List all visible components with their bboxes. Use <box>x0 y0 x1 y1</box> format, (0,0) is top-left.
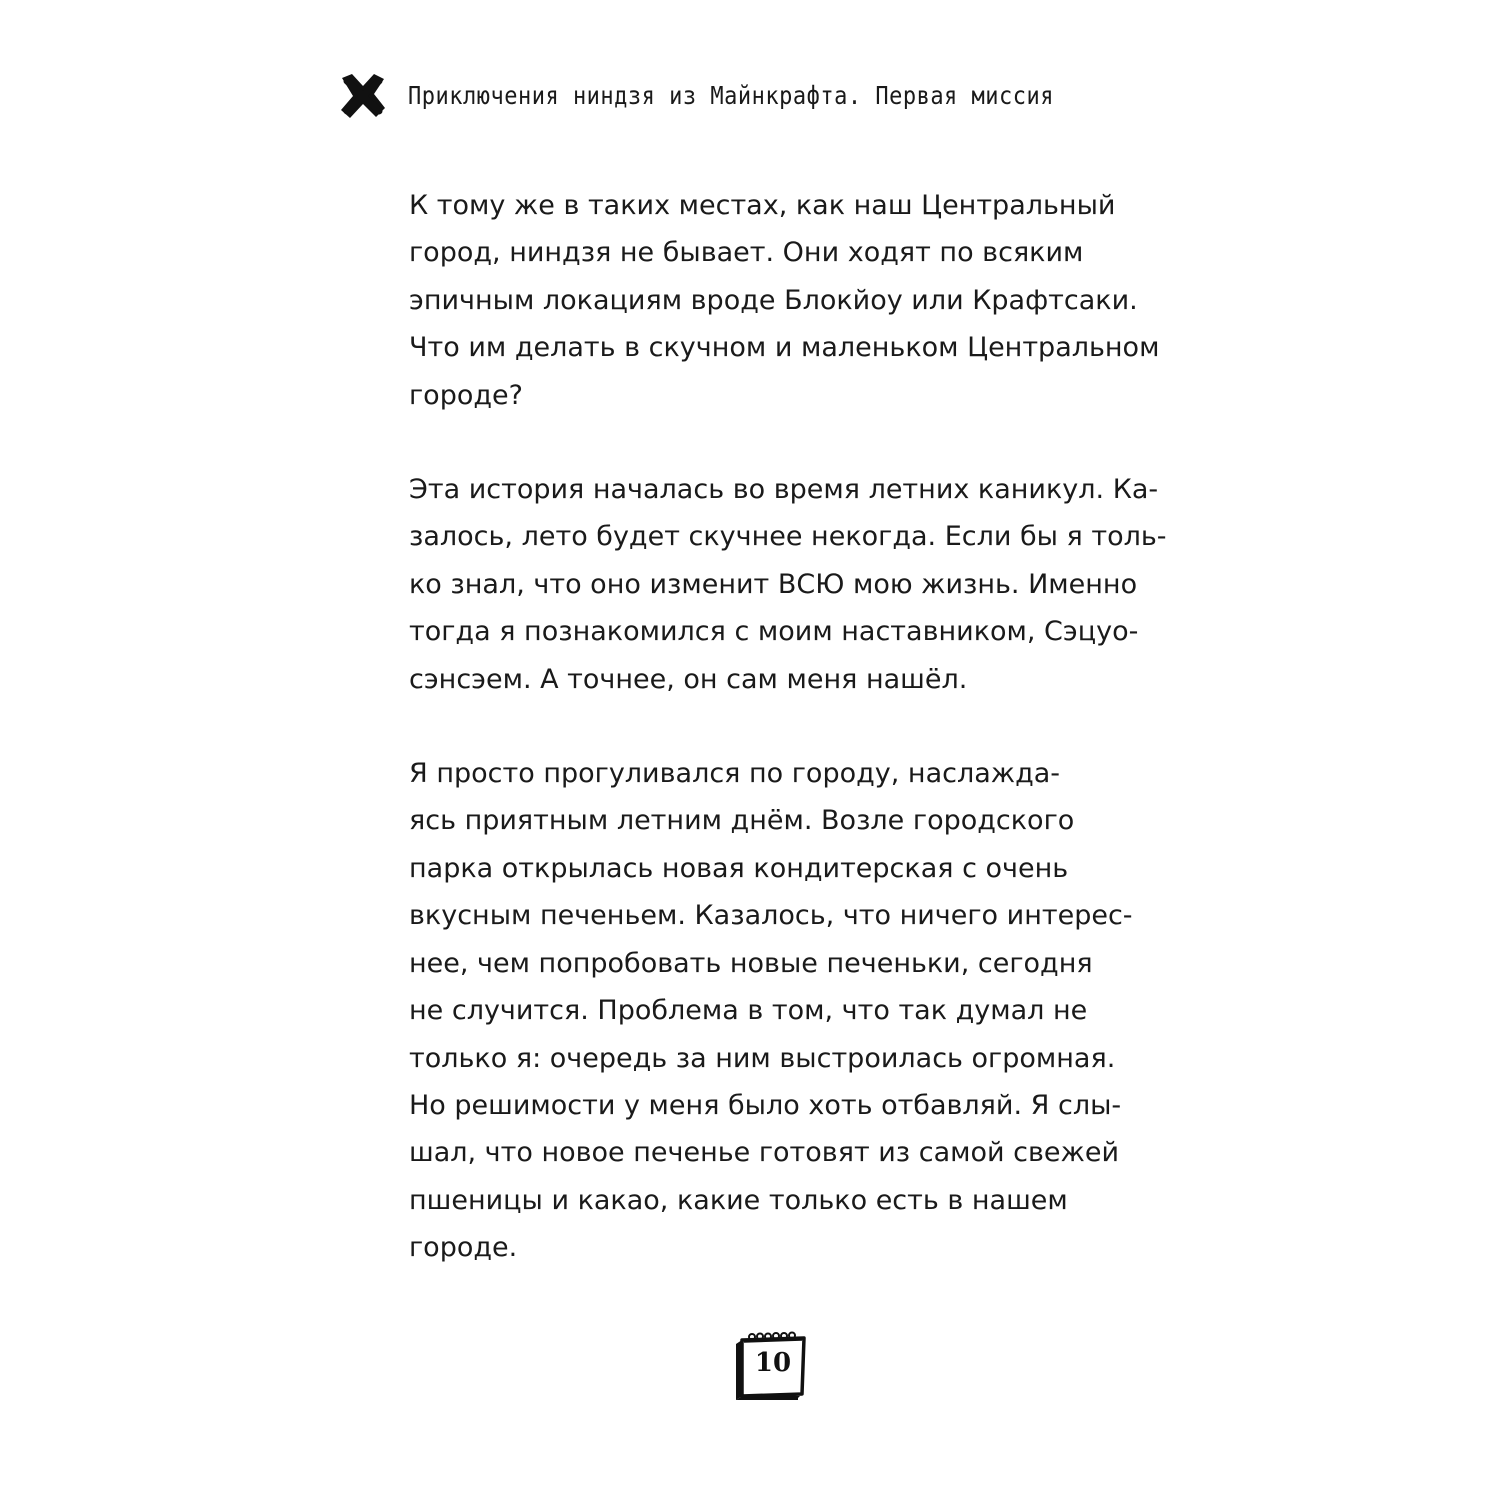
text-line: залось, лето будет скучнее некогда. Если бы я толь- <box>409 521 1167 553</box>
text-line: не случится. Проблема в том, что так думал не <box>409 995 1088 1027</box>
text-line: только я: очередь за ним выстроилась огромная. <box>409 1042 1116 1074</box>
text-line: нее, чем попробовать новые печеньки, сегодня <box>409 947 1093 979</box>
text-line: Что им делать в скучном и маленьком Центральном <box>409 332 1160 364</box>
page-number: 10 <box>754 1348 792 1378</box>
book-title: Приключения ниндзя из Майнкрафта. Первая миссия <box>408 81 1055 111</box>
page-number-badge <box>730 1330 810 1402</box>
text-line: городе. <box>409 1232 518 1264</box>
shuriken-icon <box>338 72 388 120</box>
text-line: Я просто прогуливался по городу, наслажда- <box>409 758 1061 790</box>
text-line: город, ниндзя не бывает. Они ходят по всяким <box>409 237 1084 269</box>
text-line: ко знал, что оно изменит ВСЮ мою жизнь. Именно <box>409 568 1138 600</box>
text-line: К тому же в таких местах, как наш Центральный <box>409 190 1116 221</box>
text-line: парка открылась новая кондитерская с очень <box>409 852 1069 884</box>
paragraph-1 <box>409 182 1160 419</box>
page-body <box>409 182 1167 1319</box>
text-line: шал, что новое печенье готовят из самой свежей <box>409 1137 1120 1169</box>
text-line: Но решимости у меня было хоть отбавляй. Я слы- <box>409 1089 1122 1121</box>
paragraph-3 <box>409 750 1139 1271</box>
paragraph-2 <box>409 466 1167 703</box>
text-line: Эта история началась во время летних каникул. Ка- <box>409 474 1159 506</box>
text-line: тогда я познакомился с моим наставником, Сэцуо- <box>409 616 1139 648</box>
text-line: ясь приятным летним днём. Возле городского <box>409 805 1075 837</box>
text-line: сэнсэем. А точнее, он сам меня нашёл. <box>409 663 968 695</box>
text-line: пшеницы и какао, какие только есть в нашем <box>409 1184 1068 1216</box>
text-line: эпичным локациям вроде Блокйоу или Крафтсаки. <box>409 284 1138 316</box>
text-line: городе? <box>409 379 523 411</box>
running-header <box>338 72 1054 120</box>
text-line: вкусным печеньем. Казалось, что ничего интерес- <box>409 900 1133 932</box>
